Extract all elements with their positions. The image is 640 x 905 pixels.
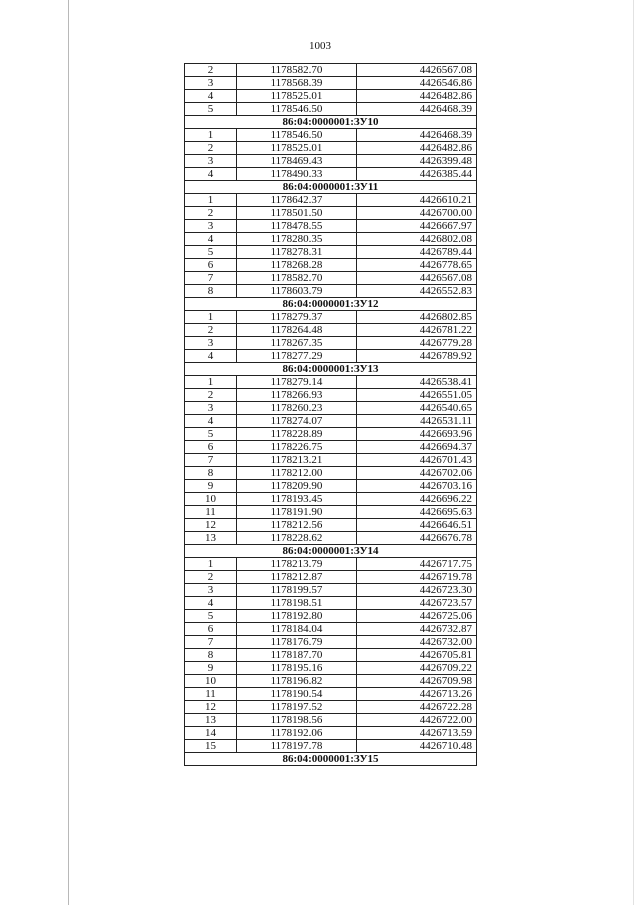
- x-coordinate-cell: 1178278.31: [237, 246, 357, 259]
- point-number-cell: 15: [185, 740, 237, 753]
- point-number-cell: 3: [185, 77, 237, 90]
- y-coordinate-cell: 4426802.08: [357, 233, 477, 246]
- x-coordinate-cell: 1178195.16: [237, 662, 357, 675]
- x-coordinate-cell: 1178478.55: [237, 220, 357, 233]
- y-coordinate-cell: 4426723.57: [357, 597, 477, 610]
- y-coordinate-cell: 4426709.22: [357, 662, 477, 675]
- point-number-cell: 3: [185, 155, 237, 168]
- table-row: [185, 155, 477, 168]
- table-row: [185, 636, 477, 649]
- point-number-cell: 11: [185, 506, 237, 519]
- table-row: [185, 64, 477, 77]
- table-row: [185, 584, 477, 597]
- point-number-cell: 4: [185, 90, 237, 103]
- parcel-cadastral-number: 86:04:0000001:ЗУ12: [185, 298, 477, 311]
- table-row: [185, 454, 477, 467]
- table-row: [185, 623, 477, 636]
- point-number-cell: 3: [185, 220, 237, 233]
- y-coordinate-cell: 4426695.63: [357, 506, 477, 519]
- x-coordinate-cell: 1178274.07: [237, 415, 357, 428]
- point-number-cell: 1: [185, 376, 237, 389]
- y-coordinate-cell: 4426482.86: [357, 142, 477, 155]
- parcel-cadastral-number: 86:04:0000001:ЗУ11: [185, 181, 477, 194]
- point-number-cell: 8: [185, 285, 237, 298]
- x-coordinate-cell: 1178212.56: [237, 519, 357, 532]
- y-coordinate-cell: 4426646.51: [357, 519, 477, 532]
- y-coordinate-cell: 4426694.37: [357, 441, 477, 454]
- point-number-cell: 4: [185, 168, 237, 181]
- x-coordinate-cell: 1178266.93: [237, 389, 357, 402]
- x-coordinate-cell: 1178196.82: [237, 675, 357, 688]
- table-row: [185, 688, 477, 701]
- parcel-header-row: [185, 363, 477, 376]
- point-number-cell: 10: [185, 493, 237, 506]
- point-number-cell: 14: [185, 727, 237, 740]
- point-number-cell: 2: [185, 324, 237, 337]
- x-coordinate-cell: 1178268.28: [237, 259, 357, 272]
- x-coordinate-cell: 1178190.54: [237, 688, 357, 701]
- x-coordinate-cell: 1178226.75: [237, 441, 357, 454]
- table-row: [185, 220, 477, 233]
- table-row: [185, 259, 477, 272]
- table-row: [185, 532, 477, 545]
- x-coordinate-cell: 1178277.29: [237, 350, 357, 363]
- y-coordinate-cell: 4426676.78: [357, 532, 477, 545]
- y-coordinate-cell: 4426696.22: [357, 493, 477, 506]
- point-number-cell: 3: [185, 584, 237, 597]
- x-coordinate-cell: 1178228.89: [237, 428, 357, 441]
- y-coordinate-cell: 4426482.86: [357, 90, 477, 103]
- x-coordinate-cell: 1178192.06: [237, 727, 357, 740]
- table-row: [185, 740, 477, 753]
- point-number-cell: 5: [185, 610, 237, 623]
- point-number-cell: 2: [185, 389, 237, 402]
- y-coordinate-cell: 4426399.48: [357, 155, 477, 168]
- x-coordinate-cell: 1178187.70: [237, 649, 357, 662]
- table-row: [185, 233, 477, 246]
- table-row: [185, 701, 477, 714]
- table-row: [185, 389, 477, 402]
- y-coordinate-cell: 4426789.92: [357, 350, 477, 363]
- parcel-header-row: [185, 753, 477, 766]
- parcel-cadastral-number: 86:04:0000001:ЗУ15: [185, 753, 477, 766]
- y-coordinate-cell: 4426722.28: [357, 701, 477, 714]
- x-coordinate-cell: 1178176.79: [237, 636, 357, 649]
- y-coordinate-cell: 4426567.08: [357, 64, 477, 77]
- x-coordinate-cell: 1178191.90: [237, 506, 357, 519]
- x-coordinate-cell: 1178603.79: [237, 285, 357, 298]
- table-row: [185, 246, 477, 259]
- x-coordinate-cell: 1178213.79: [237, 558, 357, 571]
- y-coordinate-cell: 4426779.28: [357, 337, 477, 350]
- x-coordinate-cell: 1178279.37: [237, 311, 357, 324]
- x-coordinate-cell: 1178525.01: [237, 142, 357, 155]
- page-number: 1003: [309, 40, 331, 52]
- x-coordinate-cell: 1178197.52: [237, 701, 357, 714]
- table-row: [185, 324, 477, 337]
- x-coordinate-cell: 1178198.56: [237, 714, 357, 727]
- y-coordinate-cell: 4426552.83: [357, 285, 477, 298]
- y-coordinate-cell: 4426551.05: [357, 389, 477, 402]
- y-coordinate-cell: 4426732.87: [357, 623, 477, 636]
- table-row: [185, 610, 477, 623]
- table-row: [185, 103, 477, 116]
- y-coordinate-cell: 4426468.39: [357, 129, 477, 142]
- y-coordinate-cell: 4426710.48: [357, 740, 477, 753]
- y-coordinate-cell: 4426725.06: [357, 610, 477, 623]
- point-number-cell: 3: [185, 402, 237, 415]
- x-coordinate-cell: 1178209.90: [237, 480, 357, 493]
- table-row: [185, 675, 477, 688]
- point-number-cell: 4: [185, 597, 237, 610]
- table-row: [185, 77, 477, 90]
- x-coordinate-cell: 1178568.39: [237, 77, 357, 90]
- y-coordinate-cell: 4426789.44: [357, 246, 477, 259]
- y-coordinate-cell: 4426703.16: [357, 480, 477, 493]
- y-coordinate-cell: 4426693.96: [357, 428, 477, 441]
- x-coordinate-cell: 1178469.43: [237, 155, 357, 168]
- point-number-cell: 6: [185, 441, 237, 454]
- table-row: [185, 428, 477, 441]
- coordinates-table: [184, 63, 477, 766]
- table-row: [185, 662, 477, 675]
- point-number-cell: 3: [185, 337, 237, 350]
- parcel-header-row: [185, 545, 477, 558]
- coordinates-table-body: [185, 64, 477, 766]
- y-coordinate-cell: 4426567.08: [357, 272, 477, 285]
- table-row: [185, 415, 477, 428]
- point-number-cell: 9: [185, 662, 237, 675]
- point-number-cell: 1: [185, 558, 237, 571]
- parcel-header-row: [185, 116, 477, 129]
- table-row: [185, 727, 477, 740]
- point-number-cell: 12: [185, 701, 237, 714]
- table-row: [185, 441, 477, 454]
- x-coordinate-cell: 1178264.48: [237, 324, 357, 337]
- x-coordinate-cell: 1178546.50: [237, 103, 357, 116]
- parcel-cadastral-number: 86:04:0000001:ЗУ13: [185, 363, 477, 376]
- table-row: [185, 90, 477, 103]
- table-row: [185, 649, 477, 662]
- y-coordinate-cell: 4426778.65: [357, 259, 477, 272]
- table-row: [185, 311, 477, 324]
- y-coordinate-cell: 4426701.43: [357, 454, 477, 467]
- point-number-cell: 7: [185, 454, 237, 467]
- table-row: [185, 194, 477, 207]
- table-row: [185, 402, 477, 415]
- x-coordinate-cell: 1178546.50: [237, 129, 357, 142]
- x-coordinate-cell: 1178525.01: [237, 90, 357, 103]
- point-number-cell: 9: [185, 480, 237, 493]
- y-coordinate-cell: 4426540.65: [357, 402, 477, 415]
- y-coordinate-cell: 4426667.97: [357, 220, 477, 233]
- x-coordinate-cell: 1178192.80: [237, 610, 357, 623]
- x-coordinate-cell: 1178213.21: [237, 454, 357, 467]
- y-coordinate-cell: 4426385.44: [357, 168, 477, 181]
- y-coordinate-cell: 4426781.22: [357, 324, 477, 337]
- point-number-cell: 5: [185, 246, 237, 259]
- point-number-cell: 5: [185, 103, 237, 116]
- table-row: [185, 558, 477, 571]
- point-number-cell: 2: [185, 571, 237, 584]
- x-coordinate-cell: 1178582.70: [237, 272, 357, 285]
- y-coordinate-cell: 4426705.81: [357, 649, 477, 662]
- point-number-cell: 6: [185, 623, 237, 636]
- table-row: [185, 337, 477, 350]
- table-row: [185, 467, 477, 480]
- table-row: [185, 519, 477, 532]
- parcel-cadastral-number: 86:04:0000001:ЗУ10: [185, 116, 477, 129]
- point-number-cell: 2: [185, 207, 237, 220]
- x-coordinate-cell: 1178197.78: [237, 740, 357, 753]
- point-number-cell: 11: [185, 688, 237, 701]
- table-row: [185, 480, 477, 493]
- y-coordinate-cell: 4426732.00: [357, 636, 477, 649]
- point-number-cell: 13: [185, 714, 237, 727]
- point-number-cell: 1: [185, 311, 237, 324]
- x-coordinate-cell: 1178260.23: [237, 402, 357, 415]
- parcel-cadastral-number: 86:04:0000001:ЗУ14: [185, 545, 477, 558]
- point-number-cell: 4: [185, 415, 237, 428]
- y-coordinate-cell: 4426709.98: [357, 675, 477, 688]
- point-number-cell: 2: [185, 64, 237, 77]
- table-row: [185, 376, 477, 389]
- y-coordinate-cell: 4426610.21: [357, 194, 477, 207]
- x-coordinate-cell: 1178279.14: [237, 376, 357, 389]
- y-coordinate-cell: 4426713.59: [357, 727, 477, 740]
- point-number-cell: 4: [185, 233, 237, 246]
- table-row: [185, 129, 477, 142]
- x-coordinate-cell: 1178280.35: [237, 233, 357, 246]
- point-number-cell: 12: [185, 519, 237, 532]
- x-coordinate-cell: 1178212.00: [237, 467, 357, 480]
- x-coordinate-cell: 1178490.33: [237, 168, 357, 181]
- point-number-cell: 8: [185, 649, 237, 662]
- point-number-cell: 7: [185, 636, 237, 649]
- point-number-cell: 6: [185, 259, 237, 272]
- y-coordinate-cell: 4426531.11: [357, 415, 477, 428]
- table-row: [185, 168, 477, 181]
- table-row: [185, 571, 477, 584]
- point-number-cell: 5: [185, 428, 237, 441]
- parcel-header-row: [185, 181, 477, 194]
- y-coordinate-cell: 4426719.78: [357, 571, 477, 584]
- table-row: [185, 350, 477, 363]
- table-row: [185, 493, 477, 506]
- y-coordinate-cell: 4426717.75: [357, 558, 477, 571]
- table-row: [185, 506, 477, 519]
- table-row: [185, 142, 477, 155]
- parcel-header-row: [185, 298, 477, 311]
- y-coordinate-cell: 4426713.26: [357, 688, 477, 701]
- point-number-cell: 13: [185, 532, 237, 545]
- x-coordinate-cell: 1178642.37: [237, 194, 357, 207]
- point-number-cell: 1: [185, 129, 237, 142]
- y-coordinate-cell: 4426700.00: [357, 207, 477, 220]
- x-coordinate-cell: 1178582.70: [237, 64, 357, 77]
- point-number-cell: 1: [185, 194, 237, 207]
- y-coordinate-cell: 4426723.30: [357, 584, 477, 597]
- x-coordinate-cell: 1178228.62: [237, 532, 357, 545]
- x-coordinate-cell: 1178199.57: [237, 584, 357, 597]
- point-number-cell: 2: [185, 142, 237, 155]
- x-coordinate-cell: 1178501.50: [237, 207, 357, 220]
- y-coordinate-cell: 4426722.00: [357, 714, 477, 727]
- x-coordinate-cell: 1178212.87: [237, 571, 357, 584]
- y-coordinate-cell: 4426468.39: [357, 103, 477, 116]
- table-row: [185, 207, 477, 220]
- x-coordinate-cell: 1178198.51: [237, 597, 357, 610]
- y-coordinate-cell: 4426802.85: [357, 311, 477, 324]
- x-coordinate-cell: 1178193.45: [237, 493, 357, 506]
- x-coordinate-cell: 1178184.04: [237, 623, 357, 636]
- x-coordinate-cell: 1178267.35: [237, 337, 357, 350]
- y-coordinate-cell: 4426702.06: [357, 467, 477, 480]
- point-number-cell: 8: [185, 467, 237, 480]
- table-row: [185, 272, 477, 285]
- point-number-cell: 7: [185, 272, 237, 285]
- table-row: [185, 285, 477, 298]
- scan-edge-line: [633, 0, 634, 905]
- y-coordinate-cell: 4426546.86: [357, 77, 477, 90]
- y-coordinate-cell: 4426538.41: [357, 376, 477, 389]
- scan-margin-line: [68, 0, 69, 905]
- table-row: [185, 597, 477, 610]
- point-number-cell: 10: [185, 675, 237, 688]
- point-number-cell: 4: [185, 350, 237, 363]
- table-row: [185, 714, 477, 727]
